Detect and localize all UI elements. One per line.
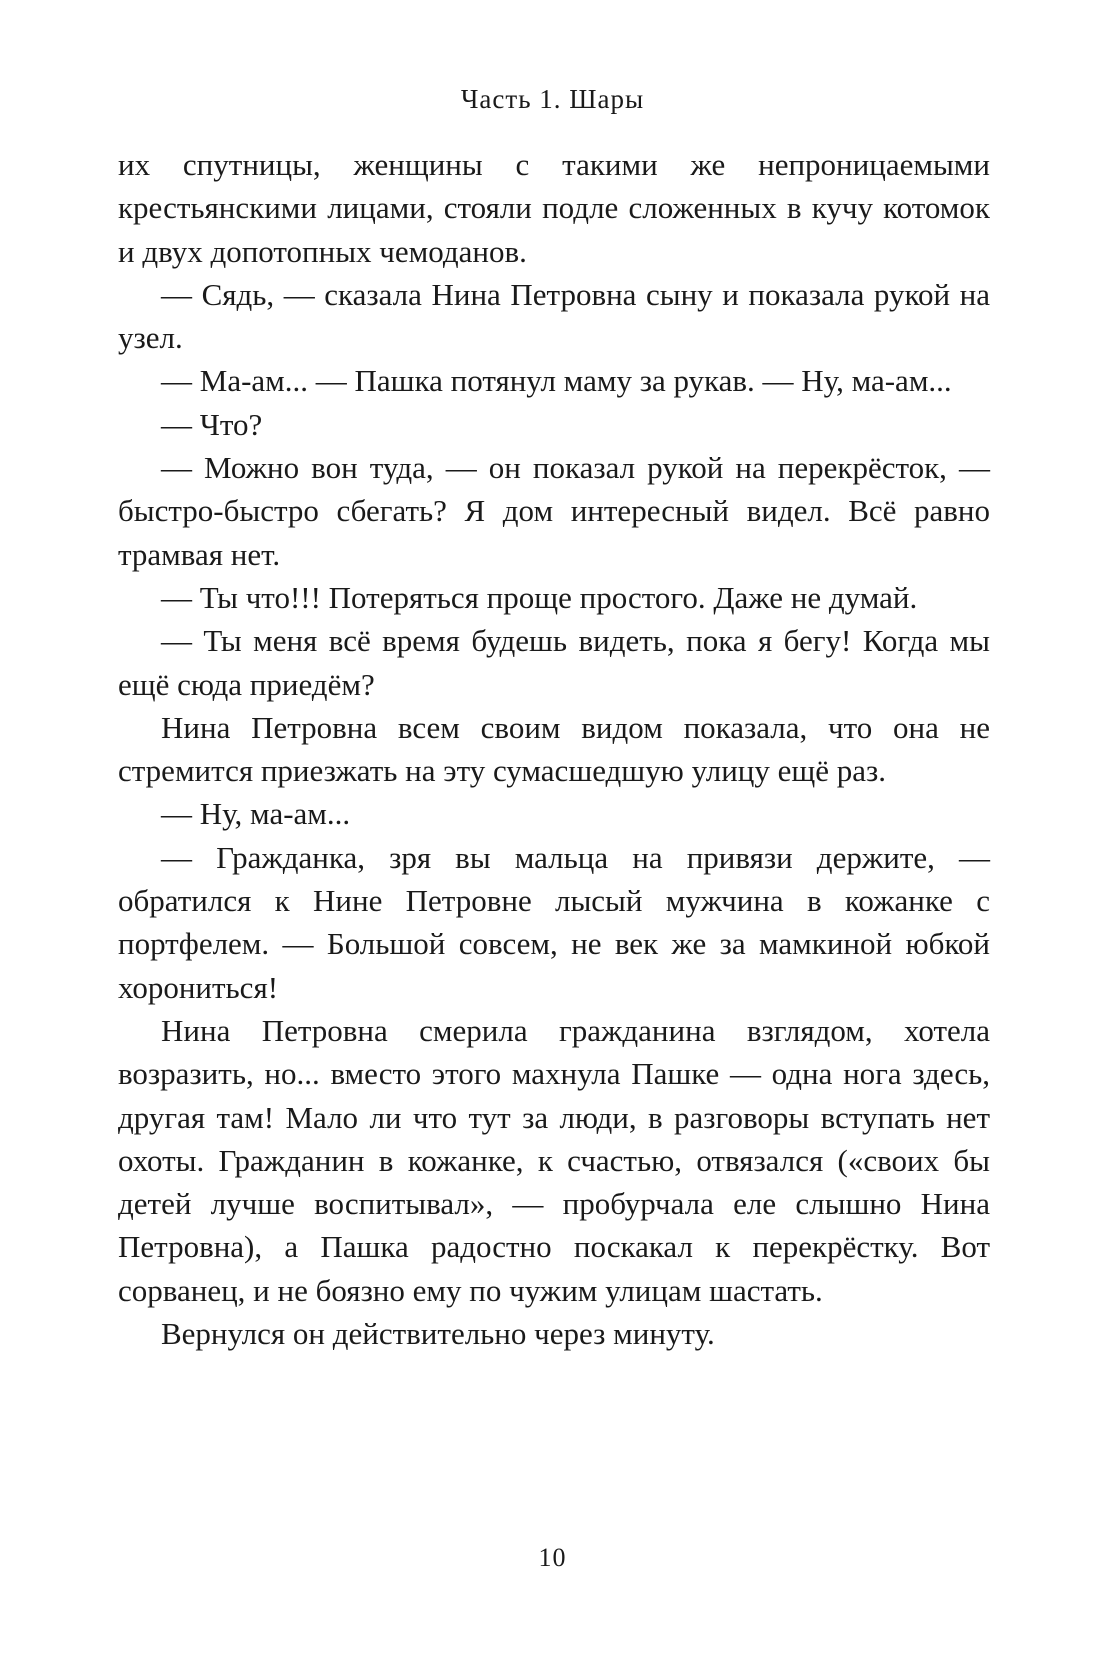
paragraph-4: — Что? xyxy=(161,406,263,442)
page-number: 10 xyxy=(538,1543,567,1572)
paragraph-1: их спутницы, женщины с такими же непроницаемыми крестьянскими лицами, стояли подле сложенных в кучу котомок и двух допотопных чемоданов. xyxy=(118,147,990,269)
paragraph-12: Вернулся он действительно через минуту. xyxy=(161,1316,715,1352)
paragraph-9: — Ну, ма-ам... xyxy=(161,796,351,832)
paragraph-10: — Гражданка, зря вы мальца на привязи держите, — обратился к Нине Петровне лысый мужчина в кожанке с портфелем. — Большой совсем, не век же за мамкиной юбкой хорониться! xyxy=(118,839,990,1005)
paragraph-7: — Ты меня всё время будешь видеть, пока я бегу! Когда мы ещё сюда приедём? xyxy=(118,623,990,702)
paragraph-6: — Ты что!!! Потеряться проще простого. Даже не думай. xyxy=(161,579,918,615)
paragraph-3: — Ма-ам... — Пашка потянул маму за рукав. — Ну, ма-ам... xyxy=(161,363,952,399)
paragraph-8: Нина Петровна всем своим видом показала, что она не стремится приезжать на эту сумасшедшую улицу ещё раз. xyxy=(118,709,990,789)
running-head: Часть 1. Шары xyxy=(460,84,645,114)
body-text xyxy=(118,143,990,1355)
paragraph-11: Нина Петровна смерила гражданина взглядом, хотела возразить, но... вместо этого махнула Пашке — одна нога здесь, другая там! Мало ли что тут за люди, в разговоры вступать нет охоты. Гражданин в кожанке, к счастью, отвязался («своих бы детей лучше воспитывал», — пробурчала еле слышно Нина Петровна), а Пашка радостно поскакал к перекрёстку. Вот сорванец, и не боязно ему по чужим улицам шастать. xyxy=(118,1012,990,1308)
paragraph-2: — Сядь, — сказала Нина Петровна сыну и показала рукой на узел. xyxy=(118,276,990,356)
paragraph-5: — Можно вон туда, — он показал рукой на перекрёсток, — быстро-быстро сбегать? Я дом интересный видел. Всё равно трамвая нет. xyxy=(118,450,990,572)
